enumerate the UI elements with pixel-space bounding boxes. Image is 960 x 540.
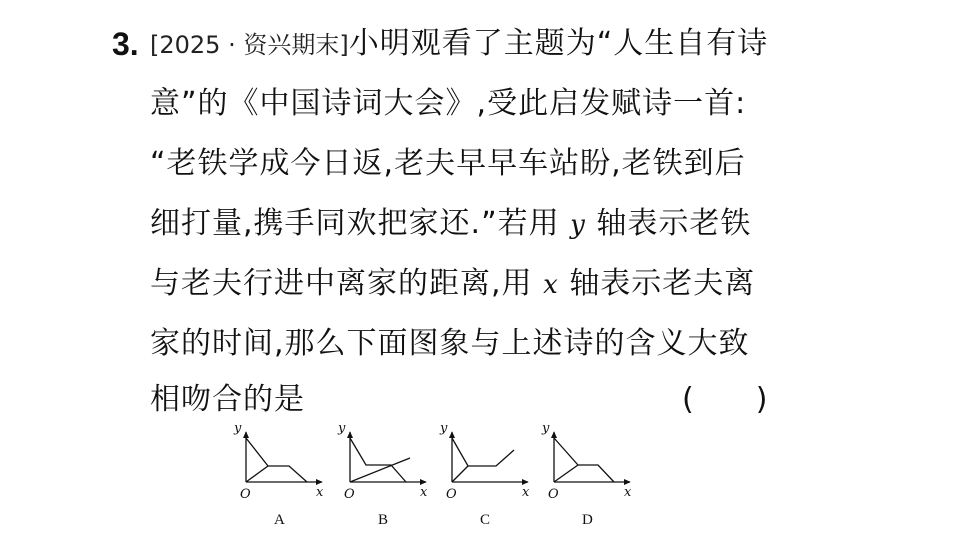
option-d-origin: O [548, 487, 559, 502]
option-c-curve-2 [452, 466, 468, 482]
option-c-y-label: y [440, 421, 448, 436]
option-c-graph[interactable] [439, 421, 530, 528]
answer-bracket-open: ( [682, 382, 694, 417]
var-y: y [570, 210, 586, 240]
question-line-6: 家的时间,那么下面图象与上述诗的含义大致 [150, 326, 750, 361]
question-text-1: 小明观看了主题为“人生自有诗 [348, 26, 769, 61]
option-d-curve-2 [554, 465, 578, 482]
option-d-y-label: y [542, 421, 550, 436]
option-a-origin: O [240, 487, 251, 502]
option-c-origin: O [446, 487, 457, 502]
question-line-3: “老铁学成今日返,老夫早早车站盼,老铁到后 [150, 146, 746, 181]
option-a-graph[interactable] [233, 421, 324, 528]
option-d-label: D [582, 512, 593, 528]
option-b-graph[interactable] [337, 421, 428, 528]
option-b-label: B [378, 512, 389, 528]
option-c-label: C [480, 512, 491, 528]
option-d-x-label: x [624, 485, 632, 500]
question-source: [2025 · 资兴期末] [150, 31, 349, 59]
option-b-y-label: y [338, 421, 346, 436]
option-c-x-label: x [522, 485, 530, 500]
option-a-x-label: x [316, 485, 324, 500]
question-number: 3. [112, 26, 139, 62]
option-a-curve-2 [246, 466, 268, 482]
option-b-curve-1 [350, 438, 406, 482]
var-x: x [543, 270, 559, 300]
question-text-5b: 轴表示老夫离 [569, 266, 756, 301]
question-text-4a: 细打量,携手同欢把家还.”若用 [150, 206, 560, 241]
option-b-x-label: x [420, 485, 428, 500]
option-c-curve-1 [452, 438, 514, 466]
option-a-y-label: y [234, 421, 242, 436]
option-d-graph[interactable] [541, 421, 632, 528]
option-a-label: A [274, 512, 285, 528]
option-b-origin: O [344, 487, 355, 502]
question-line-7: 相吻合的是 [150, 382, 305, 417]
answer-bracket-close: ) [755, 382, 768, 417]
question-text-5a: 与老夫行进中离家的距离,用 [150, 266, 533, 301]
question-text-4b: 轴表示老铁 [596, 206, 752, 241]
question-line-2: 意”的《中国诗词大会》,受此启发赋诗一首: [150, 86, 747, 121]
option-b-curve-2 [350, 458, 410, 482]
